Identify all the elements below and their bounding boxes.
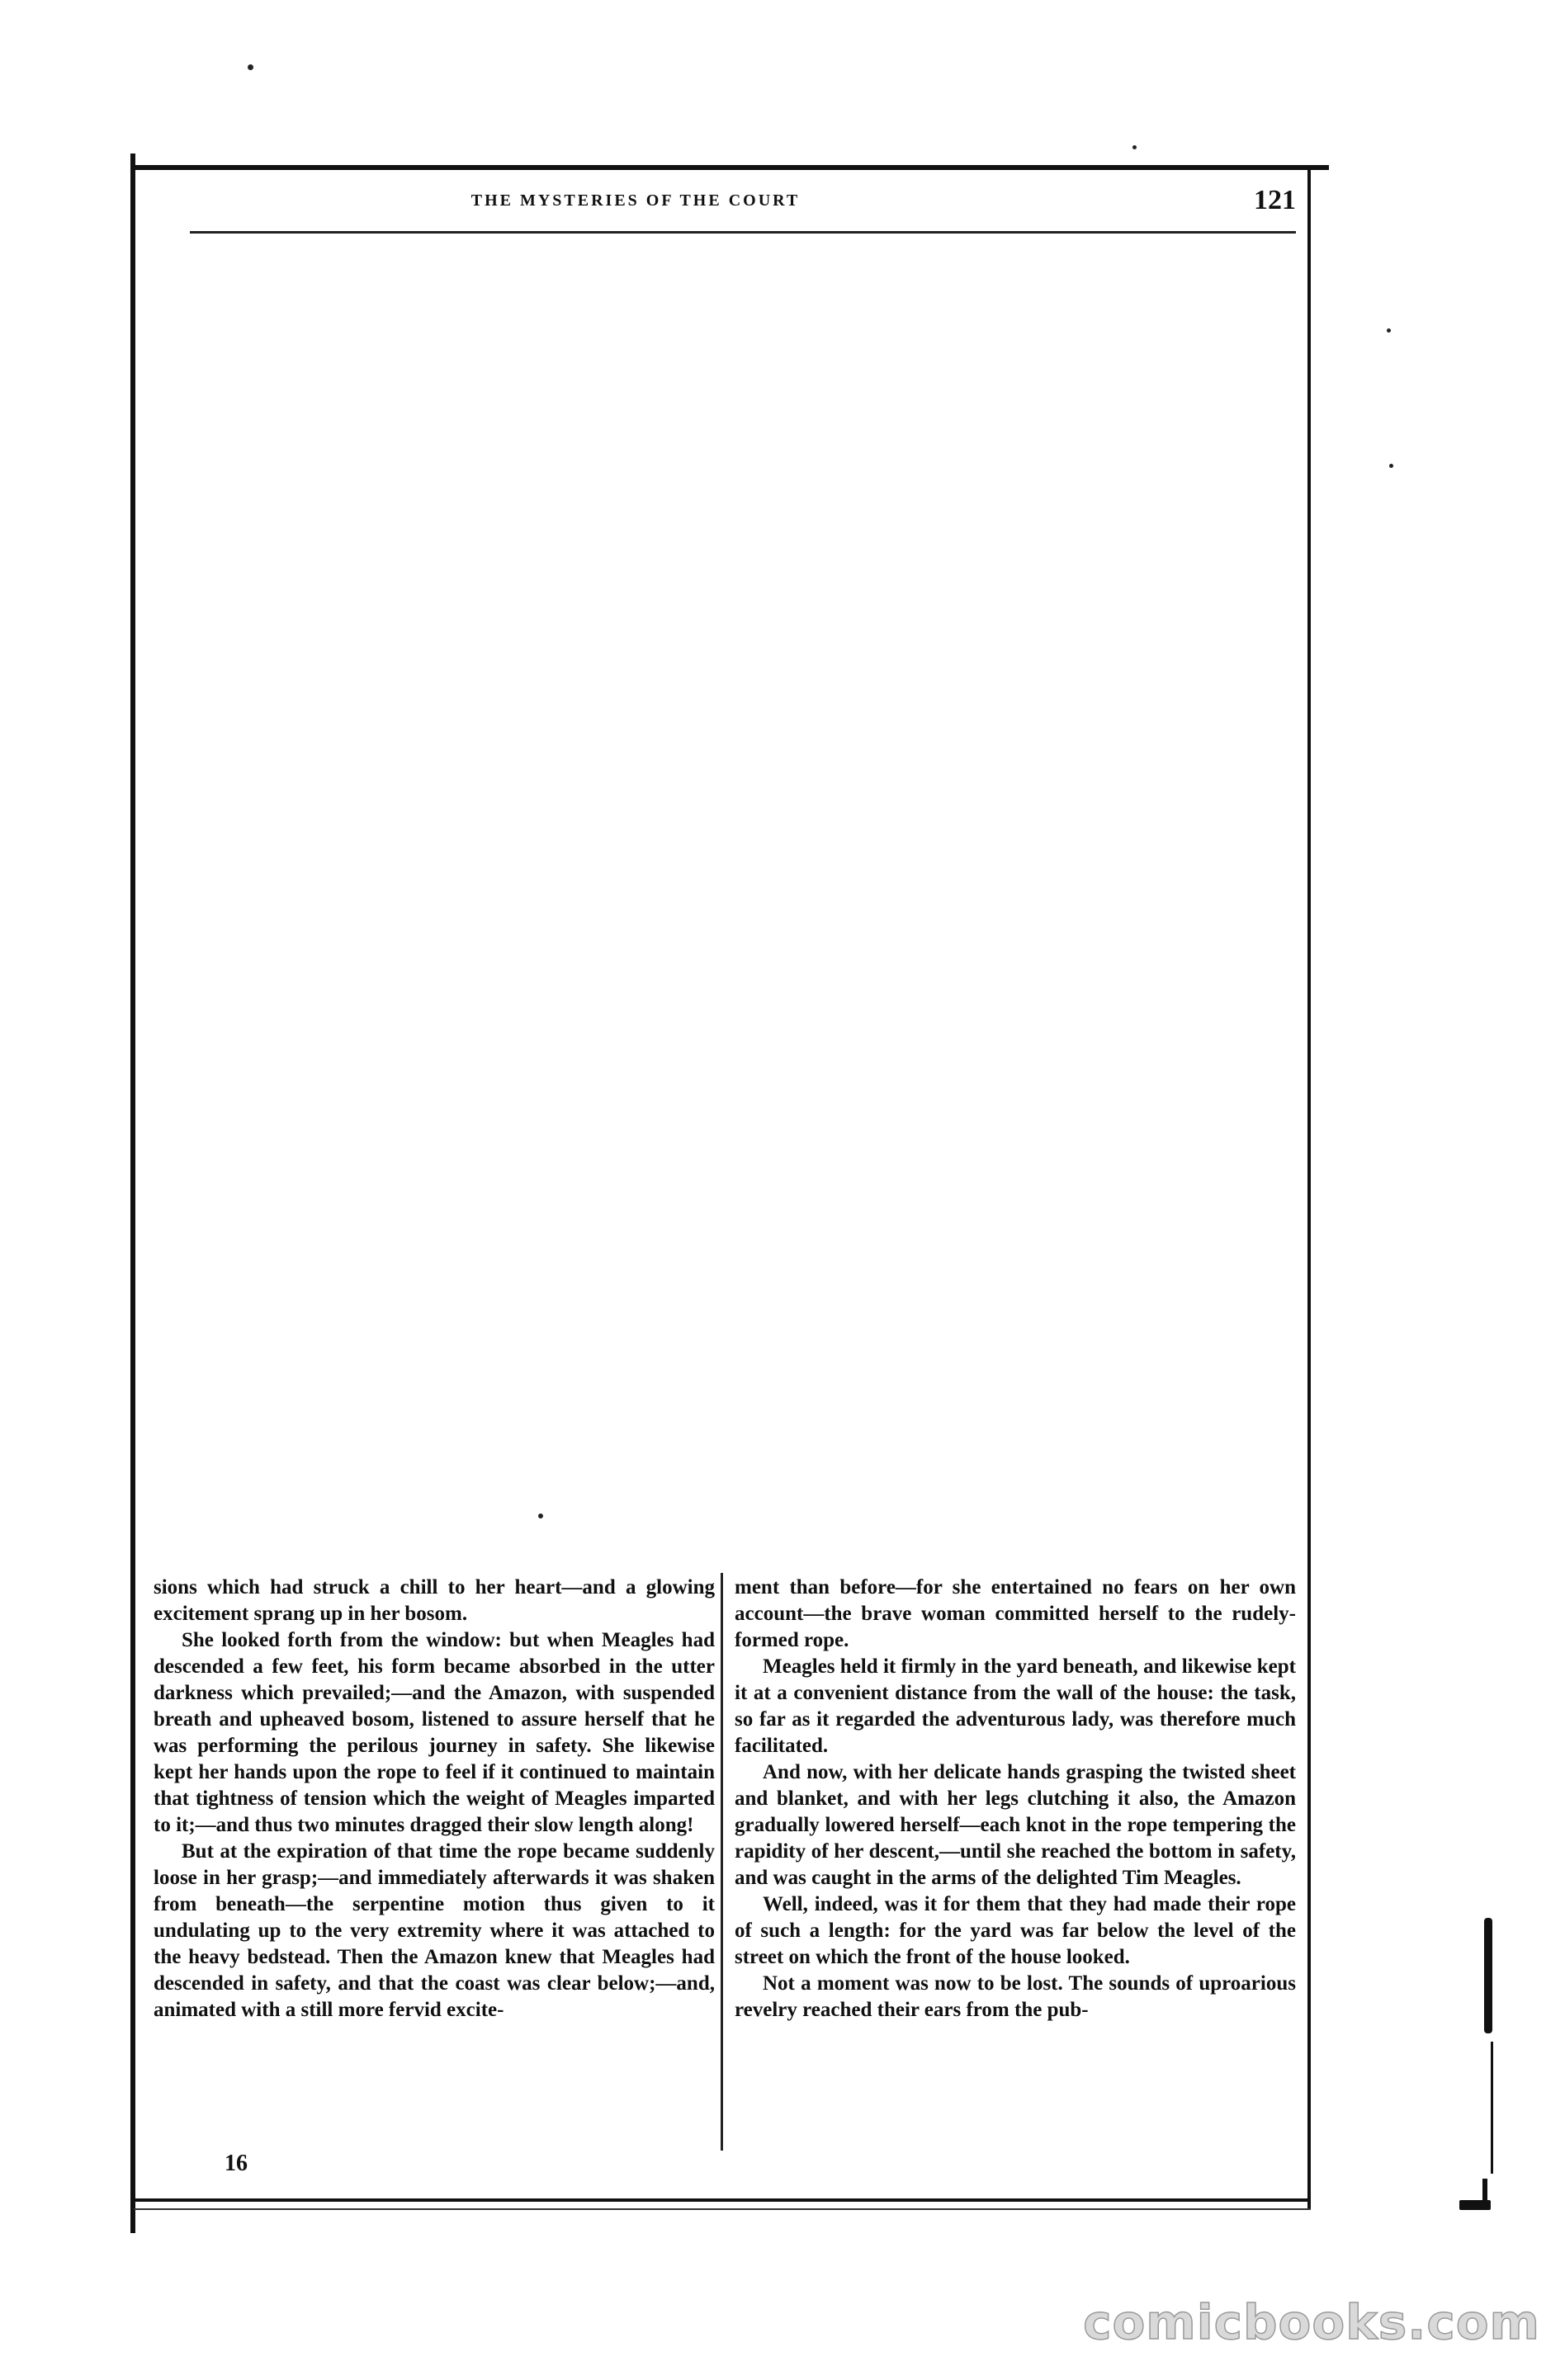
page-frame-top <box>134 165 1329 170</box>
left-column <box>154 1575 715 2152</box>
scan-edge-mark <box>1491 2042 1493 2174</box>
paragraph: And now, with her delicate hands grasping the twisted sheet and blanket, and with her legs clutching it also, the Amazon gradually lowered herself—each knot in the rope tempering the rapidity of her descent,—until she reached the bottom in safety, and was caught in the arms of the delighted Tim Meagles. <box>735 1761 1296 1889</box>
scan-edge-mark <box>1484 1918 1492 2033</box>
right-column <box>735 1575 1296 2152</box>
scan-speck <box>1132 145 1137 149</box>
scan-speck <box>248 64 253 70</box>
paragraph: ment than before—for she entertained no fears on her own account—the brave woman committed herself to the rudely-formed rope. <box>735 1576 1296 1651</box>
page-number: 121 <box>1254 185 1296 215</box>
page-frame-bottom <box>134 2198 1311 2202</box>
scan-speck <box>538 1513 543 1518</box>
paragraph: But at the expiration of that time the rope became suddenly loose in her grasp;—and immediately afterwards it was shaken from beneath—the serpentine motion thus given to it undulating up to the very extremity where it was attached to the heavy bedstead. Then the Amazon knew that Meagles had descended in safety, and that the coast was clear below;—and, animated with a still more fervid excite- <box>154 1840 715 2021</box>
page-frame-left <box>130 153 135 2233</box>
scan-edge-mark <box>1482 2179 1487 2203</box>
scan-speck <box>1389 464 1393 468</box>
column-divider <box>721 1573 723 2151</box>
running-title: THE MYSTERIES OF THE COURT <box>470 191 801 210</box>
page-frame-bottom-rule <box>134 2208 1311 2210</box>
paragraph: Not a moment was now to be lost. The sounds of uproarious revelry reached their ears from the pub- <box>735 1972 1296 2021</box>
signature-mark: 16 <box>225 2151 248 2176</box>
page-frame-right <box>1307 170 1311 2208</box>
header-rule <box>190 231 1296 234</box>
watermark: comicbooks.com <box>1083 2294 1540 2350</box>
paragraph: She looked forth from the window: but when Meagles had descended a few feet, his form became absorbed in the utter darkness which prevailed;—and the Amazon, with suspended breath and upheaved bosom, listened to assure herself that he was performing the perilous journey in safety. She likewise kept her hands upon the rope to feel if it continued to maintain that tightness of tension which the weight of Meagles imparted to it;—and thus two minutes dragged their slow length along! <box>154 1629 715 1836</box>
paragraph: Well, indeed, was it for them that they had made their rope of such a length: for the yard was far below the level of the street on which the front of the house looked. <box>735 1893 1296 1968</box>
paragraph: Meagles held it firmly in the yard beneath, and likewise kept it at a convenient distance from the wall of the house: the task, so far as it regarded the adventurous lady, was therefore much facilitated. <box>735 1655 1296 1757</box>
scan-speck <box>1387 328 1391 333</box>
paragraph: sions which had struck a chill to her heart—and a glowing excitement sprang up in her bosom. <box>154 1576 715 1625</box>
running-head <box>190 183 1296 229</box>
